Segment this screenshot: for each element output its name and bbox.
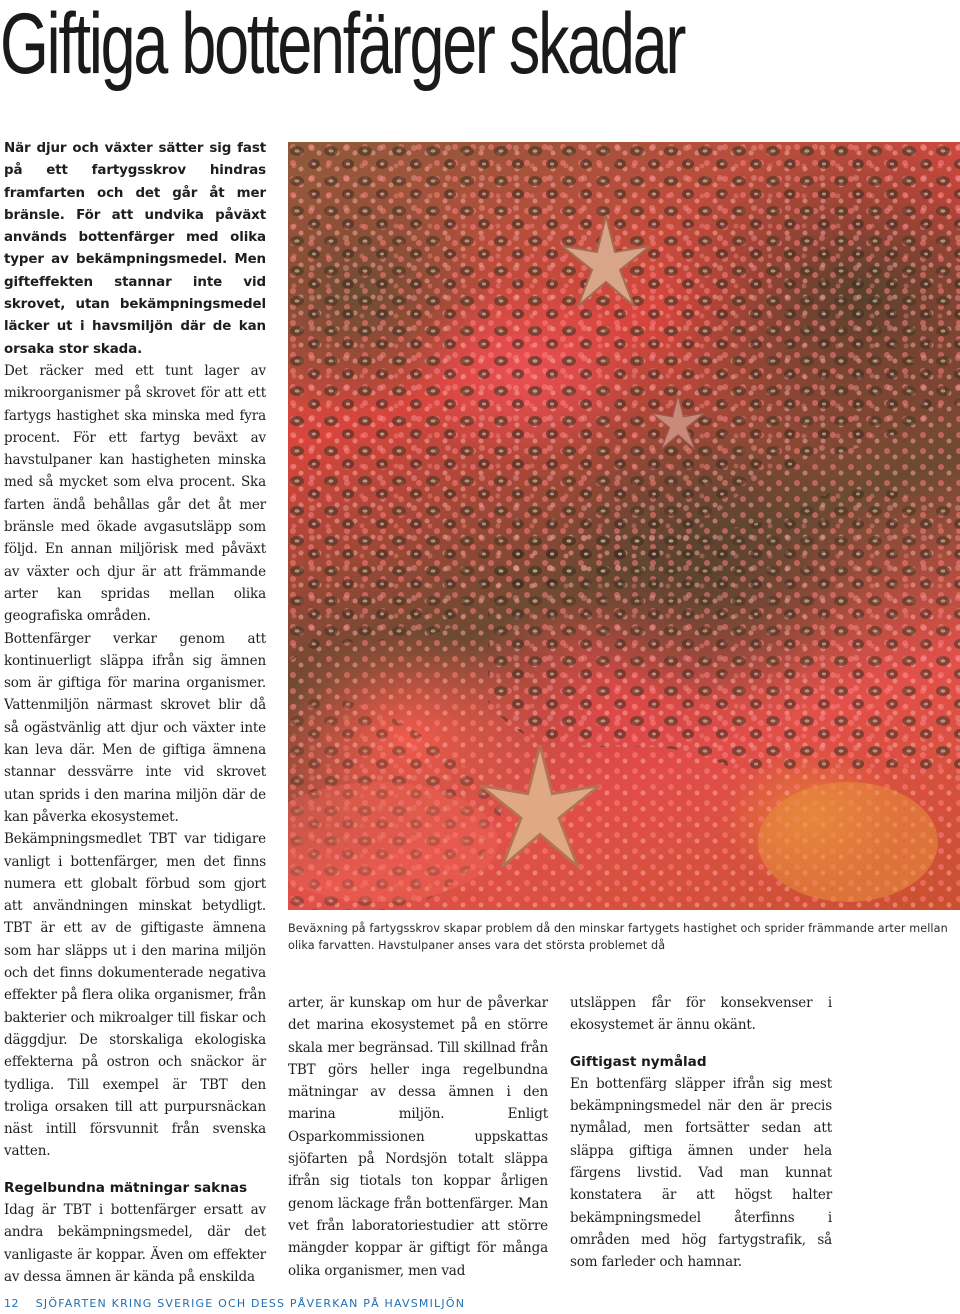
page-title: Giftiga bottenfärger skadar bbox=[0, 0, 685, 92]
photo-caption: Beväxning på fartygsskrov skapar problem då den minskar fartygets hastighet och sprider främmande arter mellan olika farvatten. Havstulpaner anses vara det största problemet då bbox=[288, 922, 948, 952]
body-paragraph: utsläppen får för konsekvenser i ekosystemet är ännu okänt. bbox=[570, 995, 832, 1034]
text-column-3 bbox=[570, 992, 832, 1274]
running-title: SJÖFARTEN KRING SVERIGE OCH DESS PÅVERKAN PÅ HAVSMILJÖN bbox=[35, 1297, 466, 1310]
body-paragraph: Bottenfärger verkar genom att kontinuerligt släppa ifrån sig ämnen som är giftiga för marina organismer. Vattenmiljön närmast skrovet blir då så ogästvänlig att djur och växter inte kan leva där. Men de giftiga ämnena stannar dessvärre inte vid skrovet utan sprids i den marina miljön där de kan påverka ekosystemet. bbox=[4, 630, 266, 825]
lead-paragraph: När djur och växter sätter sig fast på ett fartygsskrov hindras framfarten och det går åt mer bränsle. För att undvika påväxt används bottenfärger med olika typer av bekämpningsmedel. Men gifteffekten stannar inte vid skrovet, utan bekämpningsmedel läcker ut i havsmiljön där de kan orsaka stor skada. bbox=[4, 141, 266, 357]
hull-fouling-photo bbox=[288, 142, 960, 910]
subheading-measurements: Regelbundna mätningar saknas bbox=[4, 1179, 248, 1196]
body-paragraph: En bottenfärg släpper ifrån sig mest bekämpningsmedel när den är precis nymålad, men fortsätter sedan att släppa giftiga ämnen under hela färgens livstid. Vad man kunnat konstatera är att högst halter bekämpningsmedel återfinns i områden med hög fartygstrafik, så som farleder och hamnar. bbox=[570, 1075, 832, 1271]
body-paragraph: Idag är TBT i bottenfärger ersatt av andra bekämpningsmedel, där det vanligaste är koppar. Även om effekter av dessa ämnen är kända på enskilda bbox=[4, 1201, 266, 1285]
body-paragraph: Bekämpningsmedlet TBT var tidigare vanligt i bottenfärger, men det finns numera ett globalt förbud som gjort att användningen minskat betydligt. TBT är ett av de giftigaste ämnena som har släpps ut i den marina miljön och det finns dokumenterade negativa effekter på flera olika organismer, från bakterier och mikroalger till fiskar och däggdjur. De storskaliga ekologiska effekterna på ostron och snäckor är tydliga. Till exempel är TBT den troliga orsaken till att purpursnäckan näst intill försvunnit från svenska vatten. bbox=[4, 831, 266, 1160]
page-number: 12 bbox=[4, 1297, 19, 1310]
body-paragraph: Det räcker med ett tunt lager av mikroorganismer på skrovet för att ett fartygs hastighet ska minska med fyra procent. För ett fartyg beväxt av havstulpaner kan hastigheten minska med så mycket som elva procent. Ska farten ändå behållas går det åt mer bränsle med ökade avgasutsläpp som följd. En annan miljörisk med påväxt av växter och djur är att främmande arter kan spridas mellan olika geografiska områden. bbox=[4, 363, 266, 625]
photo-illustration bbox=[288, 142, 960, 910]
subheading-newly-painted: Giftigast nymålad bbox=[570, 1053, 707, 1070]
page-footer bbox=[4, 1296, 465, 1314]
text-column-1 bbox=[4, 360, 266, 1288]
body-paragraph: arter, är kunskap om hur de påverkar det marina ekosystemet på en större skala mer begränsad. Till skillnad från TBT görs heller inga regelbundna mätningar av dessa ämnen i den marina miljön. Enligt Osparkommissionen uppskattas sjöfarten på Nordsjön totalt släppa ifrån sig tiotals ton koppar årligen genom läckage från bottenfärger. Man vet från laboratoriestudier att större mängder koppar är giftigt för många olika organismer, men vad bbox=[288, 995, 548, 1279]
text-column-2 bbox=[288, 992, 548, 1282]
